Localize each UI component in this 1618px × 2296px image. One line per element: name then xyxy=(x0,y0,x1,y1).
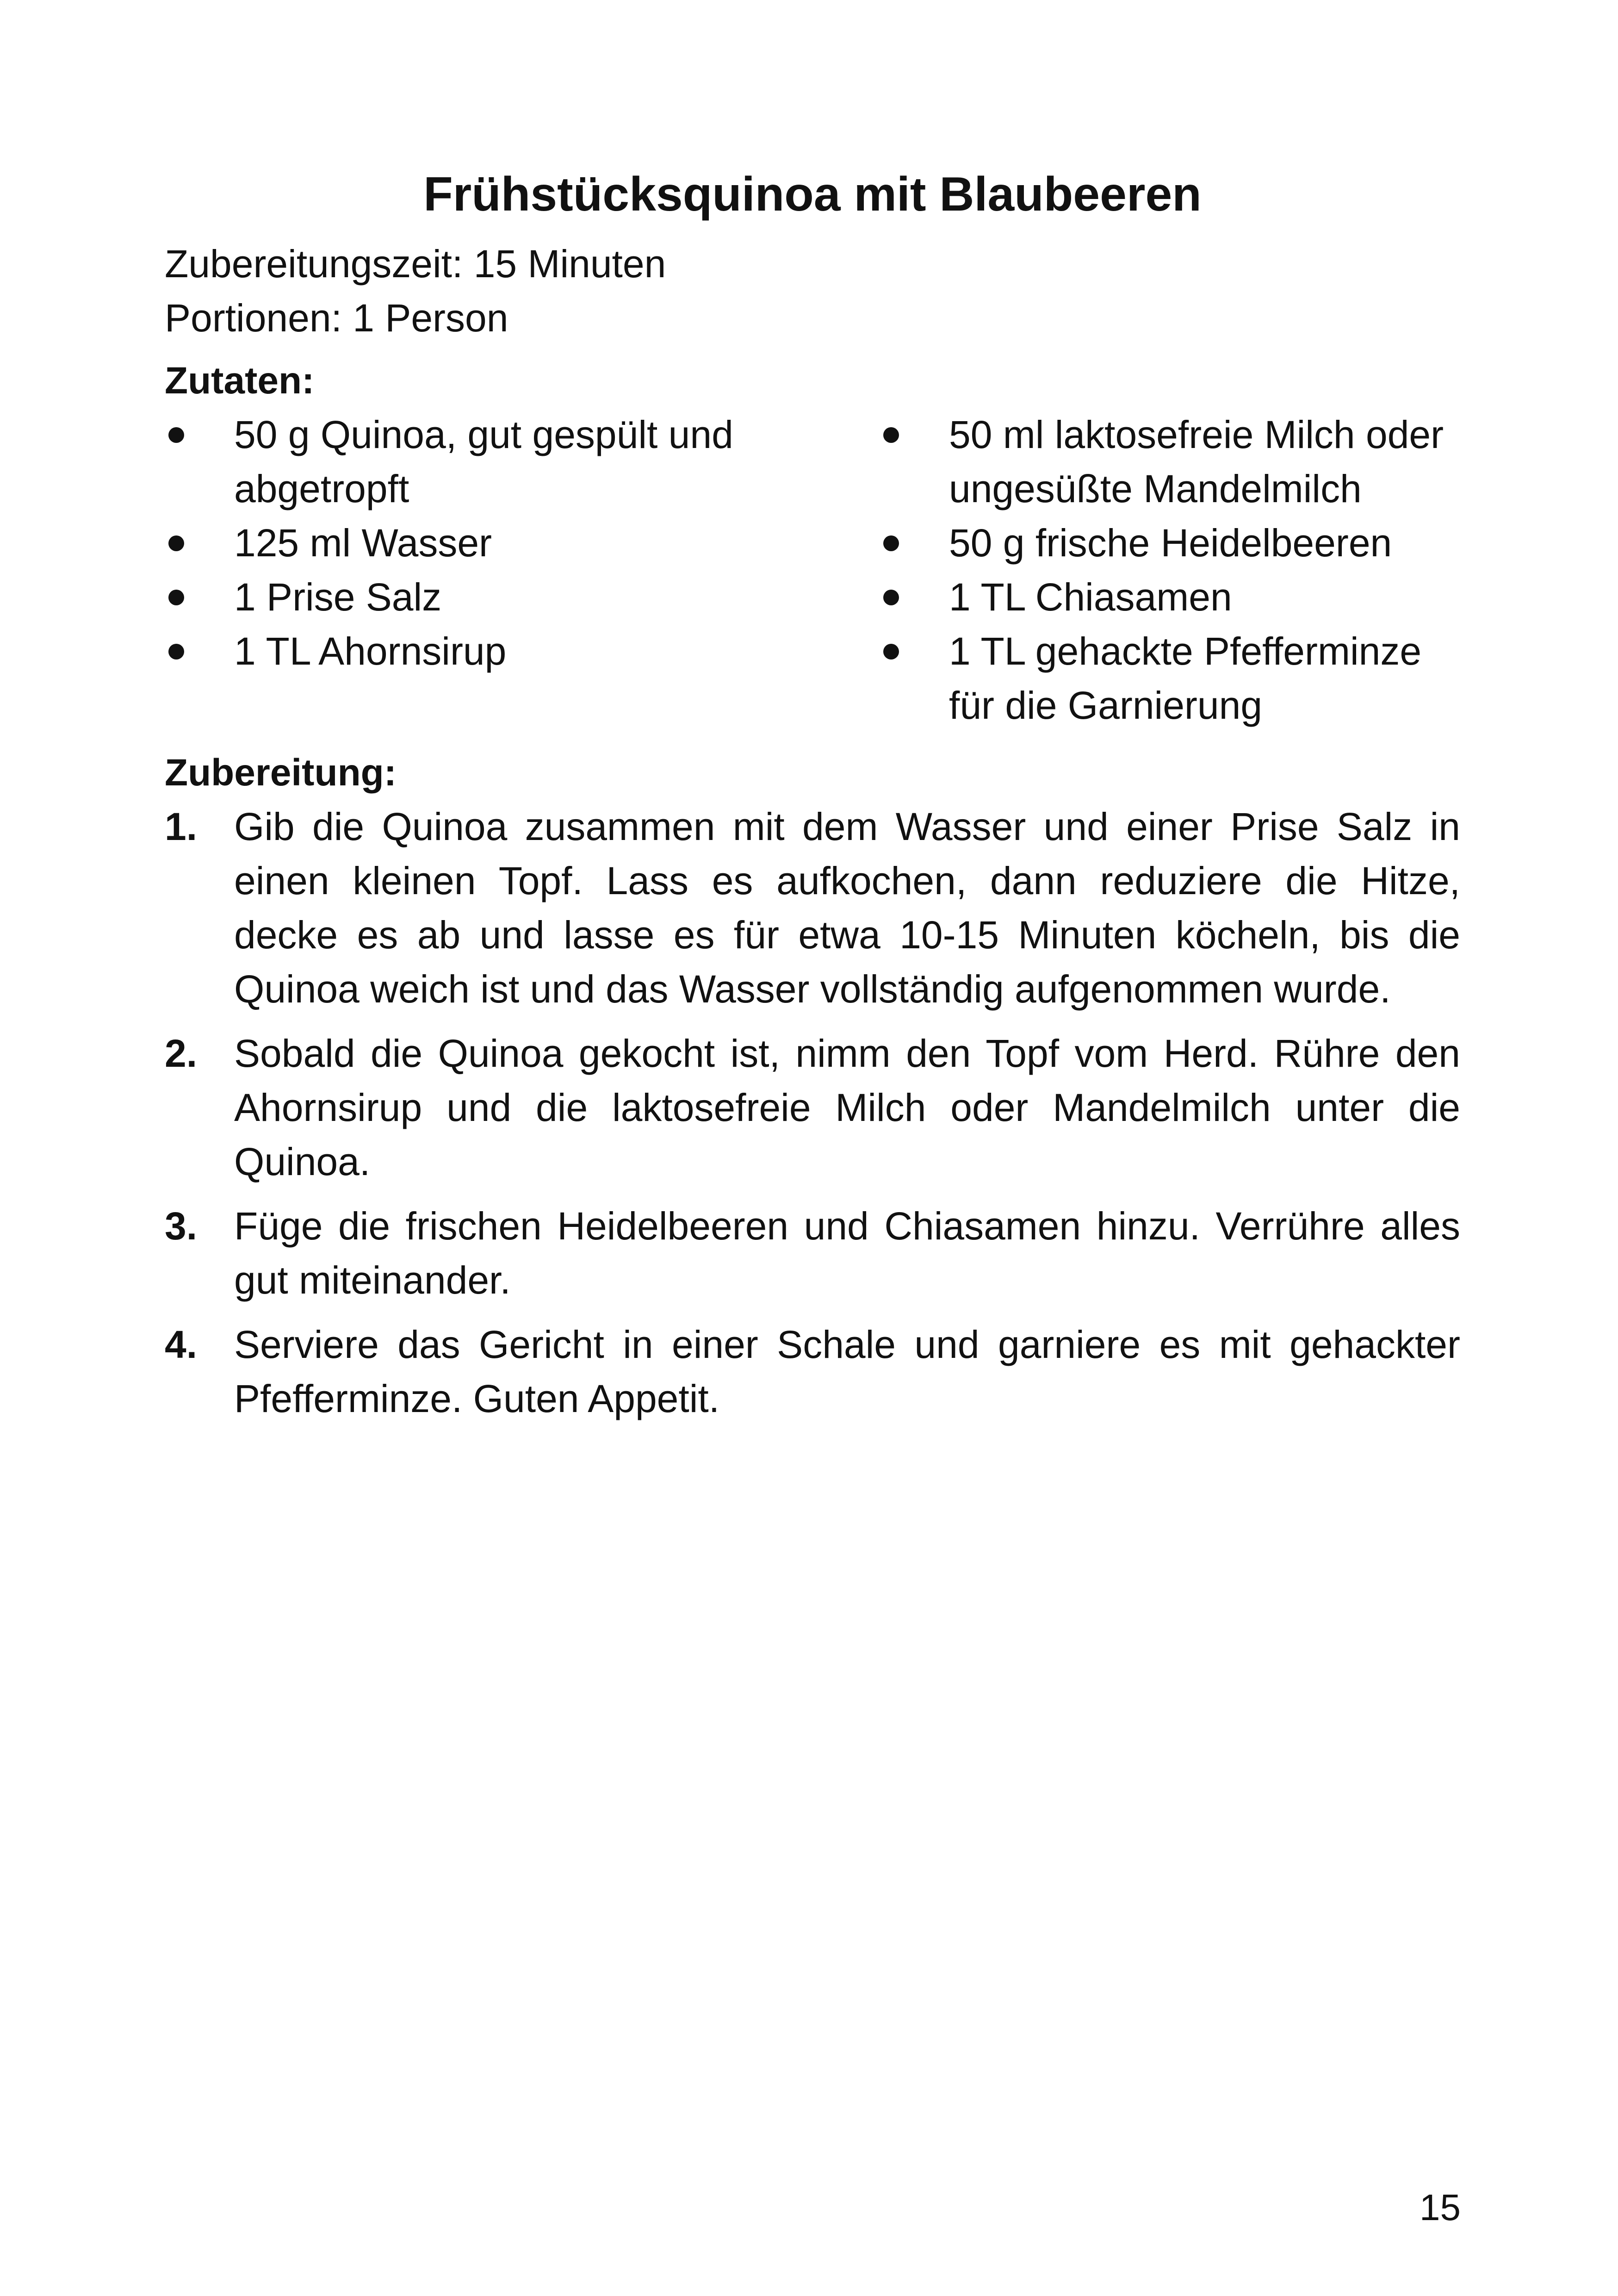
ingredient-item xyxy=(880,516,1460,570)
ingredient-text: 50 ml laktosefreie Milch oder ungesüßte Mandelmilch xyxy=(949,413,1444,510)
step-number: 1. xyxy=(165,805,198,848)
ingredient-item xyxy=(880,624,1460,733)
bullet-icon xyxy=(165,624,234,678)
ingredient-text: 1 TL Ahornsirup xyxy=(234,629,507,673)
ingredient-item xyxy=(165,516,880,570)
step-number: 2. xyxy=(165,1032,198,1075)
ingredient-text: 50 g frische Heidelbeeren xyxy=(949,521,1392,565)
step-text: Füge die frischen Heidelbeeren und Chiasamen hinzu. Verrühre alles gut miteinander. xyxy=(234,1204,1460,1302)
servings: Portionen: 1 Person xyxy=(165,296,508,340)
ingredient-item xyxy=(165,570,880,624)
step-item xyxy=(165,1199,1460,1307)
ingredient-item xyxy=(165,408,880,516)
ingredients-list xyxy=(165,408,1460,733)
ingredient-text: 1 TL Chiasamen xyxy=(949,575,1232,619)
ingredient-text: 1 TL gehackte Pfefferminze für die Garnierung xyxy=(949,629,1422,727)
ingredients-column-right xyxy=(880,408,1460,733)
step-text: Serviere das Gericht in einer Schale und garniere es mit gehackter Pfefferminze. Guten Appetit. xyxy=(234,1323,1460,1420)
ingredient-item xyxy=(880,570,1460,624)
step-text: Sobald die Quinoa gekocht ist, nimm den Topf vom Herd. Rühre den Ahornsirup und die laktosefreie Milch oder Mandelmilch unter die Quinoa. xyxy=(234,1032,1460,1183)
step-item xyxy=(165,1318,1460,1426)
bullet-icon xyxy=(880,624,949,733)
bullet-icon xyxy=(165,570,234,624)
bullet-icon xyxy=(880,516,949,570)
prep-time: Zubereitungszeit: 15 Minuten xyxy=(165,242,666,286)
ingredient-text: 50 g Quinoa, gut gespült und abgetropft xyxy=(234,413,733,510)
recipe-title: Frühstücksquinoa mit Blaubeeren xyxy=(423,168,1202,221)
step-number: 3. xyxy=(165,1204,198,1248)
step-item xyxy=(165,800,1460,1016)
ingredient-text: 1 Prise Salz xyxy=(234,575,442,619)
preparation-heading: Zubereitung: xyxy=(165,752,397,794)
step-text: Gib die Quinoa zusammen mit dem Wasser und einer Prise Salz in einen kleinen Topf. Lass es aufkochen, dann reduziere die Hitze, decke es ab und lasse es für etwa 10-15 Minuten köcheln, bis die Quinoa weich ist und das Wasser vollständig aufgenommen wurde. xyxy=(234,805,1460,1011)
step-item xyxy=(165,1027,1460,1189)
page-number: 15 xyxy=(1420,2187,1461,2228)
bullet-icon xyxy=(165,408,234,516)
step-number: 4. xyxy=(165,1323,198,1366)
ingredient-text: 125 ml Wasser xyxy=(234,521,492,565)
preparation-steps xyxy=(165,800,1460,1426)
ingredient-item xyxy=(165,624,880,678)
ingredients-heading: Zutaten: xyxy=(165,360,315,402)
ingredients-column-left xyxy=(165,408,880,733)
ingredient-item xyxy=(880,408,1460,516)
recipe-content xyxy=(165,157,1460,1436)
bullet-icon xyxy=(165,516,234,570)
bullet-icon xyxy=(880,570,949,624)
bullet-icon xyxy=(880,408,949,516)
